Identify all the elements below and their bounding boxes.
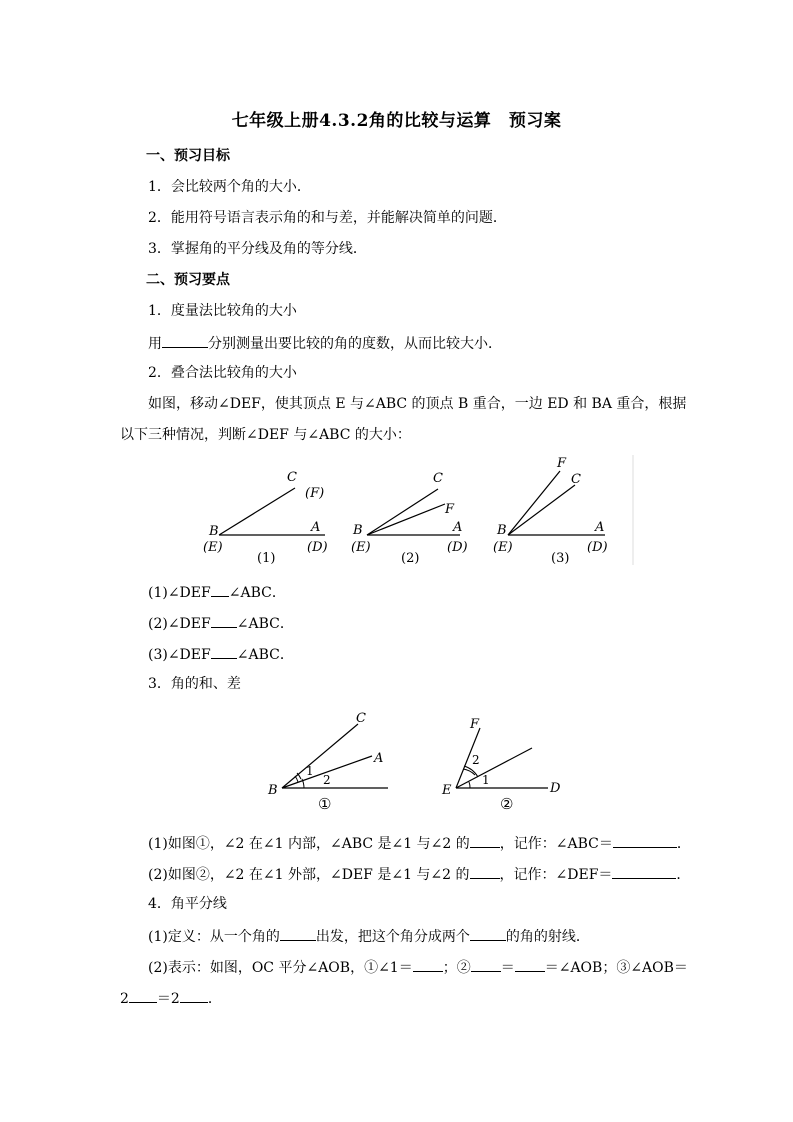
figure-circled-2	[441, 717, 561, 813]
label-C: C	[433, 471, 443, 486]
figure-circled-1	[267, 711, 388, 813]
figure-number: ②	[500, 795, 514, 813]
label-A: A	[595, 520, 605, 535]
figure-number: (1)	[257, 551, 276, 566]
figure-1	[203, 470, 328, 566]
label-E: E	[442, 783, 452, 798]
point-text: 用 分别测量出要比较的角的度数，从而比较大小．	[148, 333, 502, 353]
angle-sum-difference-figures	[260, 708, 580, 818]
angle-2-label: 2	[472, 753, 480, 767]
answer-blank[interactable]	[413, 957, 443, 972]
label-D: (D)	[307, 540, 328, 555]
answer-blank[interactable]	[470, 833, 500, 848]
label-B: B	[268, 783, 278, 798]
answer-blank[interactable]	[211, 644, 237, 659]
point-title: 4．角平分线	[148, 896, 227, 912]
goal-item: 1．会比较两个角的大小．	[148, 179, 311, 195]
page-title: 七年级上册4.3.2角的比较与运算 预习案	[231, 111, 562, 131]
label-F: F	[557, 456, 567, 471]
label-F: F	[470, 717, 480, 732]
label-E: (E)	[351, 540, 371, 555]
difference-statement: (2)如图②，∠2 在∠1 外部，∠DEF 是∠1 与∠2 的 ，记作：∠DEF＝ ．	[148, 864, 690, 884]
label-C: C	[571, 472, 581, 487]
label-D: (D)	[447, 540, 468, 555]
answer-blank[interactable]	[612, 864, 676, 879]
label-C: C	[287, 470, 297, 485]
bisector-definition: (1)定义：从一个角的 出发，把这个角分成两个 的角的射线．	[148, 926, 590, 946]
overlay-figures	[195, 455, 635, 570]
bisector-representation-cont: 2 ＝2 ．	[120, 988, 222, 1008]
label-A: A	[374, 751, 384, 766]
compare-item: (3)∠DEF ∠ABC．	[148, 644, 294, 664]
label-D: D	[550, 781, 561, 796]
answer-blank[interactable]	[162, 333, 208, 348]
figure-number: ①	[318, 795, 332, 813]
label-C: C	[356, 711, 366, 726]
figure-2	[351, 471, 468, 566]
goal-item: 3．掌握角的平分线及角的等分线．	[148, 241, 367, 257]
point-title: 3．角的和、差	[148, 676, 241, 692]
angle-1-label: 1	[306, 764, 314, 778]
angle-2-label: 2	[323, 773, 331, 787]
label-D: (D)	[587, 540, 608, 555]
goal-item: 2．能用符号语言表示角的和与差，并能解决简单的问题．	[148, 210, 507, 226]
label-B: B	[497, 523, 507, 538]
answer-blank[interactable]	[470, 864, 500, 879]
section-heading-goals: 一、预习目标	[146, 148, 230, 164]
answer-blank[interactable]	[470, 926, 506, 941]
answer-blank[interactable]	[613, 833, 677, 848]
sum-statement: (1)如图①，∠2 在∠1 内部，∠ABC 是∠1 与∠2 的 ，记作：∠ABC＝ ．	[148, 833, 691, 853]
answer-blank[interactable]	[211, 582, 229, 597]
answer-blank[interactable]	[129, 988, 157, 1003]
answer-blank[interactable]	[515, 957, 545, 972]
label-E: (E)	[203, 540, 223, 555]
label-F: F	[445, 502, 455, 517]
label-B: B	[353, 523, 363, 538]
label-B: B	[209, 524, 219, 539]
answer-blank[interactable]	[211, 613, 237, 628]
point-title: 2．叠合法比较角的大小	[148, 365, 297, 381]
figure-number: (3)	[551, 551, 570, 566]
label-F: (F)	[305, 486, 325, 501]
figure-3	[493, 456, 608, 566]
bisector-representation: (2)表示：如图，OC 平分∠AOB，①∠1＝ ；② ＝ ＝∠AOB；③∠AOB＝	[148, 957, 688, 977]
answer-blank[interactable]	[180, 988, 208, 1003]
label-E: (E)	[493, 540, 513, 555]
point-text: 以下三种情况，判断∠DEF 与∠ABC 的大小：	[120, 427, 411, 443]
point-text: 如图，移动∠DEF，使其顶点 E 与∠ABC 的顶点 B 重合，一边 ED 和 BA 重合，根据	[148, 396, 687, 412]
figure-number: (2)	[401, 551, 420, 566]
compare-item: (1)∠DEF ∠ABC．	[148, 582, 286, 602]
section-heading-points: 二、预习要点	[146, 272, 230, 288]
point-title: 1．度量法比较角的大小	[148, 303, 297, 319]
answer-blank[interactable]	[280, 926, 316, 941]
angle-1-label: 1	[482, 773, 490, 787]
label-A: A	[311, 520, 321, 535]
label-A: A	[453, 520, 463, 535]
answer-blank[interactable]	[471, 957, 501, 972]
compare-item: (2)∠DEF ∠ABC．	[148, 613, 294, 633]
